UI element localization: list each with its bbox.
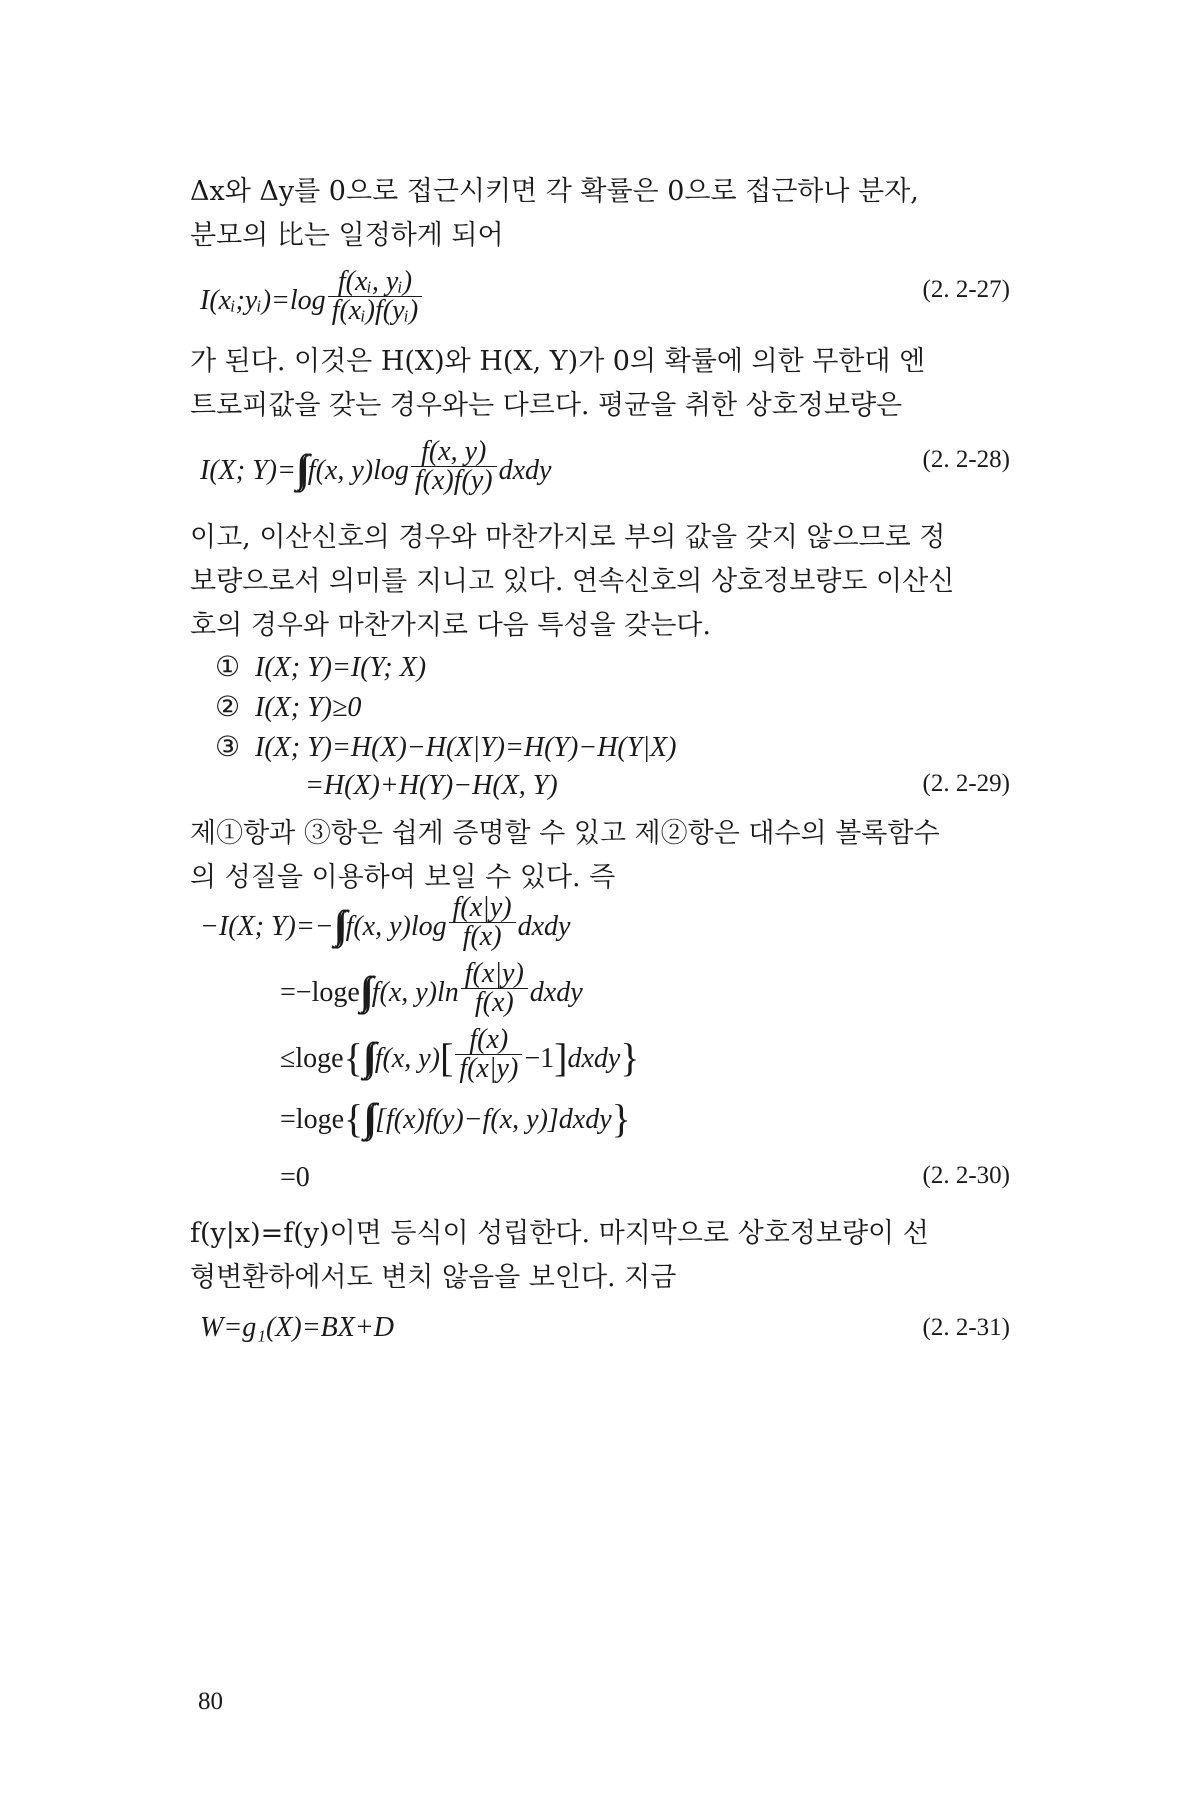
property-label: ② bbox=[215, 692, 241, 723]
eq-tail: dxdy bbox=[498, 454, 552, 486]
eq-lhs: =loge bbox=[280, 1103, 344, 1135]
property-text: =H(X)+H(Y)−H(X, Y) bbox=[305, 770, 558, 801]
property-label: ③ bbox=[215, 732, 241, 763]
eq-lhs: ≤loge bbox=[280, 1042, 344, 1074]
eq-tail: dxdy bbox=[567, 1042, 621, 1074]
numerator: f(x|y) bbox=[461, 960, 528, 989]
fraction bbox=[455, 1026, 522, 1083]
page-number: 80 bbox=[198, 1688, 223, 1715]
equation-2-2-27 bbox=[200, 262, 1010, 326]
derivation-row bbox=[280, 1024, 640, 1089]
text-line: 트로피값을 갖는 경우와는 다르다. 평균을 취한 상호정보량은 bbox=[190, 390, 903, 421]
eq-mid: [f(x)f(y)−f(x, y)]dxdy bbox=[375, 1103, 612, 1135]
text-line: f(y|x)=f(y)이면 등식이 성립한다. 마지막으로 상호정보량이 선 bbox=[190, 1218, 929, 1249]
paragraph-2 bbox=[190, 340, 1010, 428]
eq-mid: f(x, y) bbox=[374, 1042, 440, 1074]
fraction bbox=[449, 894, 516, 951]
equation-number: (2. 2-28) bbox=[922, 446, 1010, 473]
equation-number: (2. 2-30) bbox=[922, 1162, 1010, 1189]
fraction bbox=[328, 268, 423, 325]
eq-mid: f(x, y)log bbox=[345, 910, 447, 942]
equation-number: (2. 2-29) bbox=[922, 770, 1010, 797]
eq-lhs: −I(X; Y)=− bbox=[200, 910, 334, 942]
text-line: 호의 경우와 마찬가지로 다음 특성을 갖는다. bbox=[190, 610, 711, 641]
denominator: f(x|y) bbox=[459, 1053, 519, 1084]
eq-mid: f(x, y)log bbox=[307, 454, 409, 486]
text-line: 형변환하에서도 변치 않음을 보인다. 지금 bbox=[190, 1262, 677, 1293]
denominator: f(xᵢ)f(yᵢ) bbox=[331, 295, 419, 326]
denominator: f(x)f(y) bbox=[414, 465, 493, 496]
numerator: f(xᵢ, yᵢ) bbox=[328, 268, 423, 297]
text-line: 제①항과 ③항은 쉽게 증명할 수 있고 제②항은 대수의 볼록함수 bbox=[190, 818, 940, 849]
numerator: f(x, y) bbox=[411, 438, 497, 467]
eq-mid: f(x, y)ln bbox=[371, 976, 459, 1008]
brace-open: { bbox=[343, 1035, 363, 1080]
property-text: I(X; Y)=I(Y; X) bbox=[255, 652, 427, 683]
fraction bbox=[411, 438, 497, 495]
paragraph-3 bbox=[190, 516, 1010, 648]
eq-lhs: I(xᵢ;yᵢ)=log bbox=[200, 284, 326, 316]
text-line: Δx와 Δy를 0으로 접근시키면 각 확률은 0으로 접근하나 분자, bbox=[190, 176, 919, 207]
eq-tail: dxdy bbox=[529, 976, 583, 1008]
property-text: I(X; Y)≥0 bbox=[255, 692, 362, 723]
text-line: 이고, 이산신호의 경우와 마찬가지로 부의 값을 갖지 않으므로 정 bbox=[190, 522, 946, 553]
text-line: 분모의 比는 일정하게 되어 bbox=[190, 220, 504, 251]
equation-2-2-31 bbox=[200, 1300, 1010, 1360]
paragraph-4 bbox=[190, 812, 1010, 900]
numerator: f(x|y) bbox=[449, 894, 516, 923]
derivation-row bbox=[280, 1095, 631, 1145]
text-line: 가 된다. 이것은 H(X)와 H(X, Y)가 0의 확률에 의한 무한대 엔 bbox=[190, 346, 926, 377]
property-3-continued bbox=[215, 770, 1010, 802]
derivation-row bbox=[280, 958, 583, 1023]
derivation-row bbox=[200, 892, 571, 957]
derivation-row bbox=[280, 1162, 1010, 1194]
text-line: 의 성질을 이용하여 보일 수 있다. 즉 bbox=[190, 862, 616, 893]
equation-2-2-28 bbox=[200, 432, 1010, 496]
eq-lhs: W=g₁(X)=BX+D bbox=[200, 1312, 394, 1343]
property-2 bbox=[215, 690, 1010, 724]
numerator: f(x) bbox=[455, 1026, 522, 1055]
property-1 bbox=[215, 650, 1010, 684]
paragraph-5 bbox=[190, 1212, 1010, 1300]
double-integral: ∫∫ bbox=[295, 446, 302, 491]
derivation-2-2-30 bbox=[200, 892, 1010, 1200]
fraction bbox=[461, 960, 528, 1017]
eq-minus-one: −1 bbox=[524, 1042, 555, 1074]
brace-close: } bbox=[620, 1035, 640, 1080]
property-label: ① bbox=[215, 652, 241, 683]
bracket-open: [ bbox=[440, 1035, 454, 1080]
property-text: I(X; Y)=H(X)−H(X|Y)=H(Y)−H(Y|X) bbox=[255, 732, 677, 763]
paragraph-1 bbox=[190, 170, 1010, 258]
equation-number: (2. 2-27) bbox=[922, 276, 1010, 303]
eq-lhs: =−loge bbox=[280, 976, 360, 1008]
double-integral: ∫∫ bbox=[363, 1095, 370, 1140]
bracket-close: ] bbox=[554, 1035, 568, 1080]
double-integral: ∫∫ bbox=[362, 1034, 369, 1079]
text-line: 보량으로서 의미를 지니고 있다. 연속신호의 상호정보량도 이산신 bbox=[190, 566, 955, 597]
eq-lhs: =0 bbox=[280, 1162, 310, 1193]
double-integral: ∫∫ bbox=[359, 968, 366, 1013]
brace-close: } bbox=[611, 1096, 631, 1141]
denominator: f(x) bbox=[462, 921, 502, 952]
eq-lhs: I(X; Y)= bbox=[200, 454, 296, 486]
denominator: f(x) bbox=[474, 987, 514, 1018]
double-integral: ∫∫ bbox=[333, 902, 340, 947]
eq-tail: dxdy bbox=[517, 910, 571, 942]
brace-open: { bbox=[344, 1096, 364, 1141]
property-3 bbox=[215, 730, 1010, 764]
equation-number: (2. 2-31) bbox=[922, 1314, 1010, 1341]
